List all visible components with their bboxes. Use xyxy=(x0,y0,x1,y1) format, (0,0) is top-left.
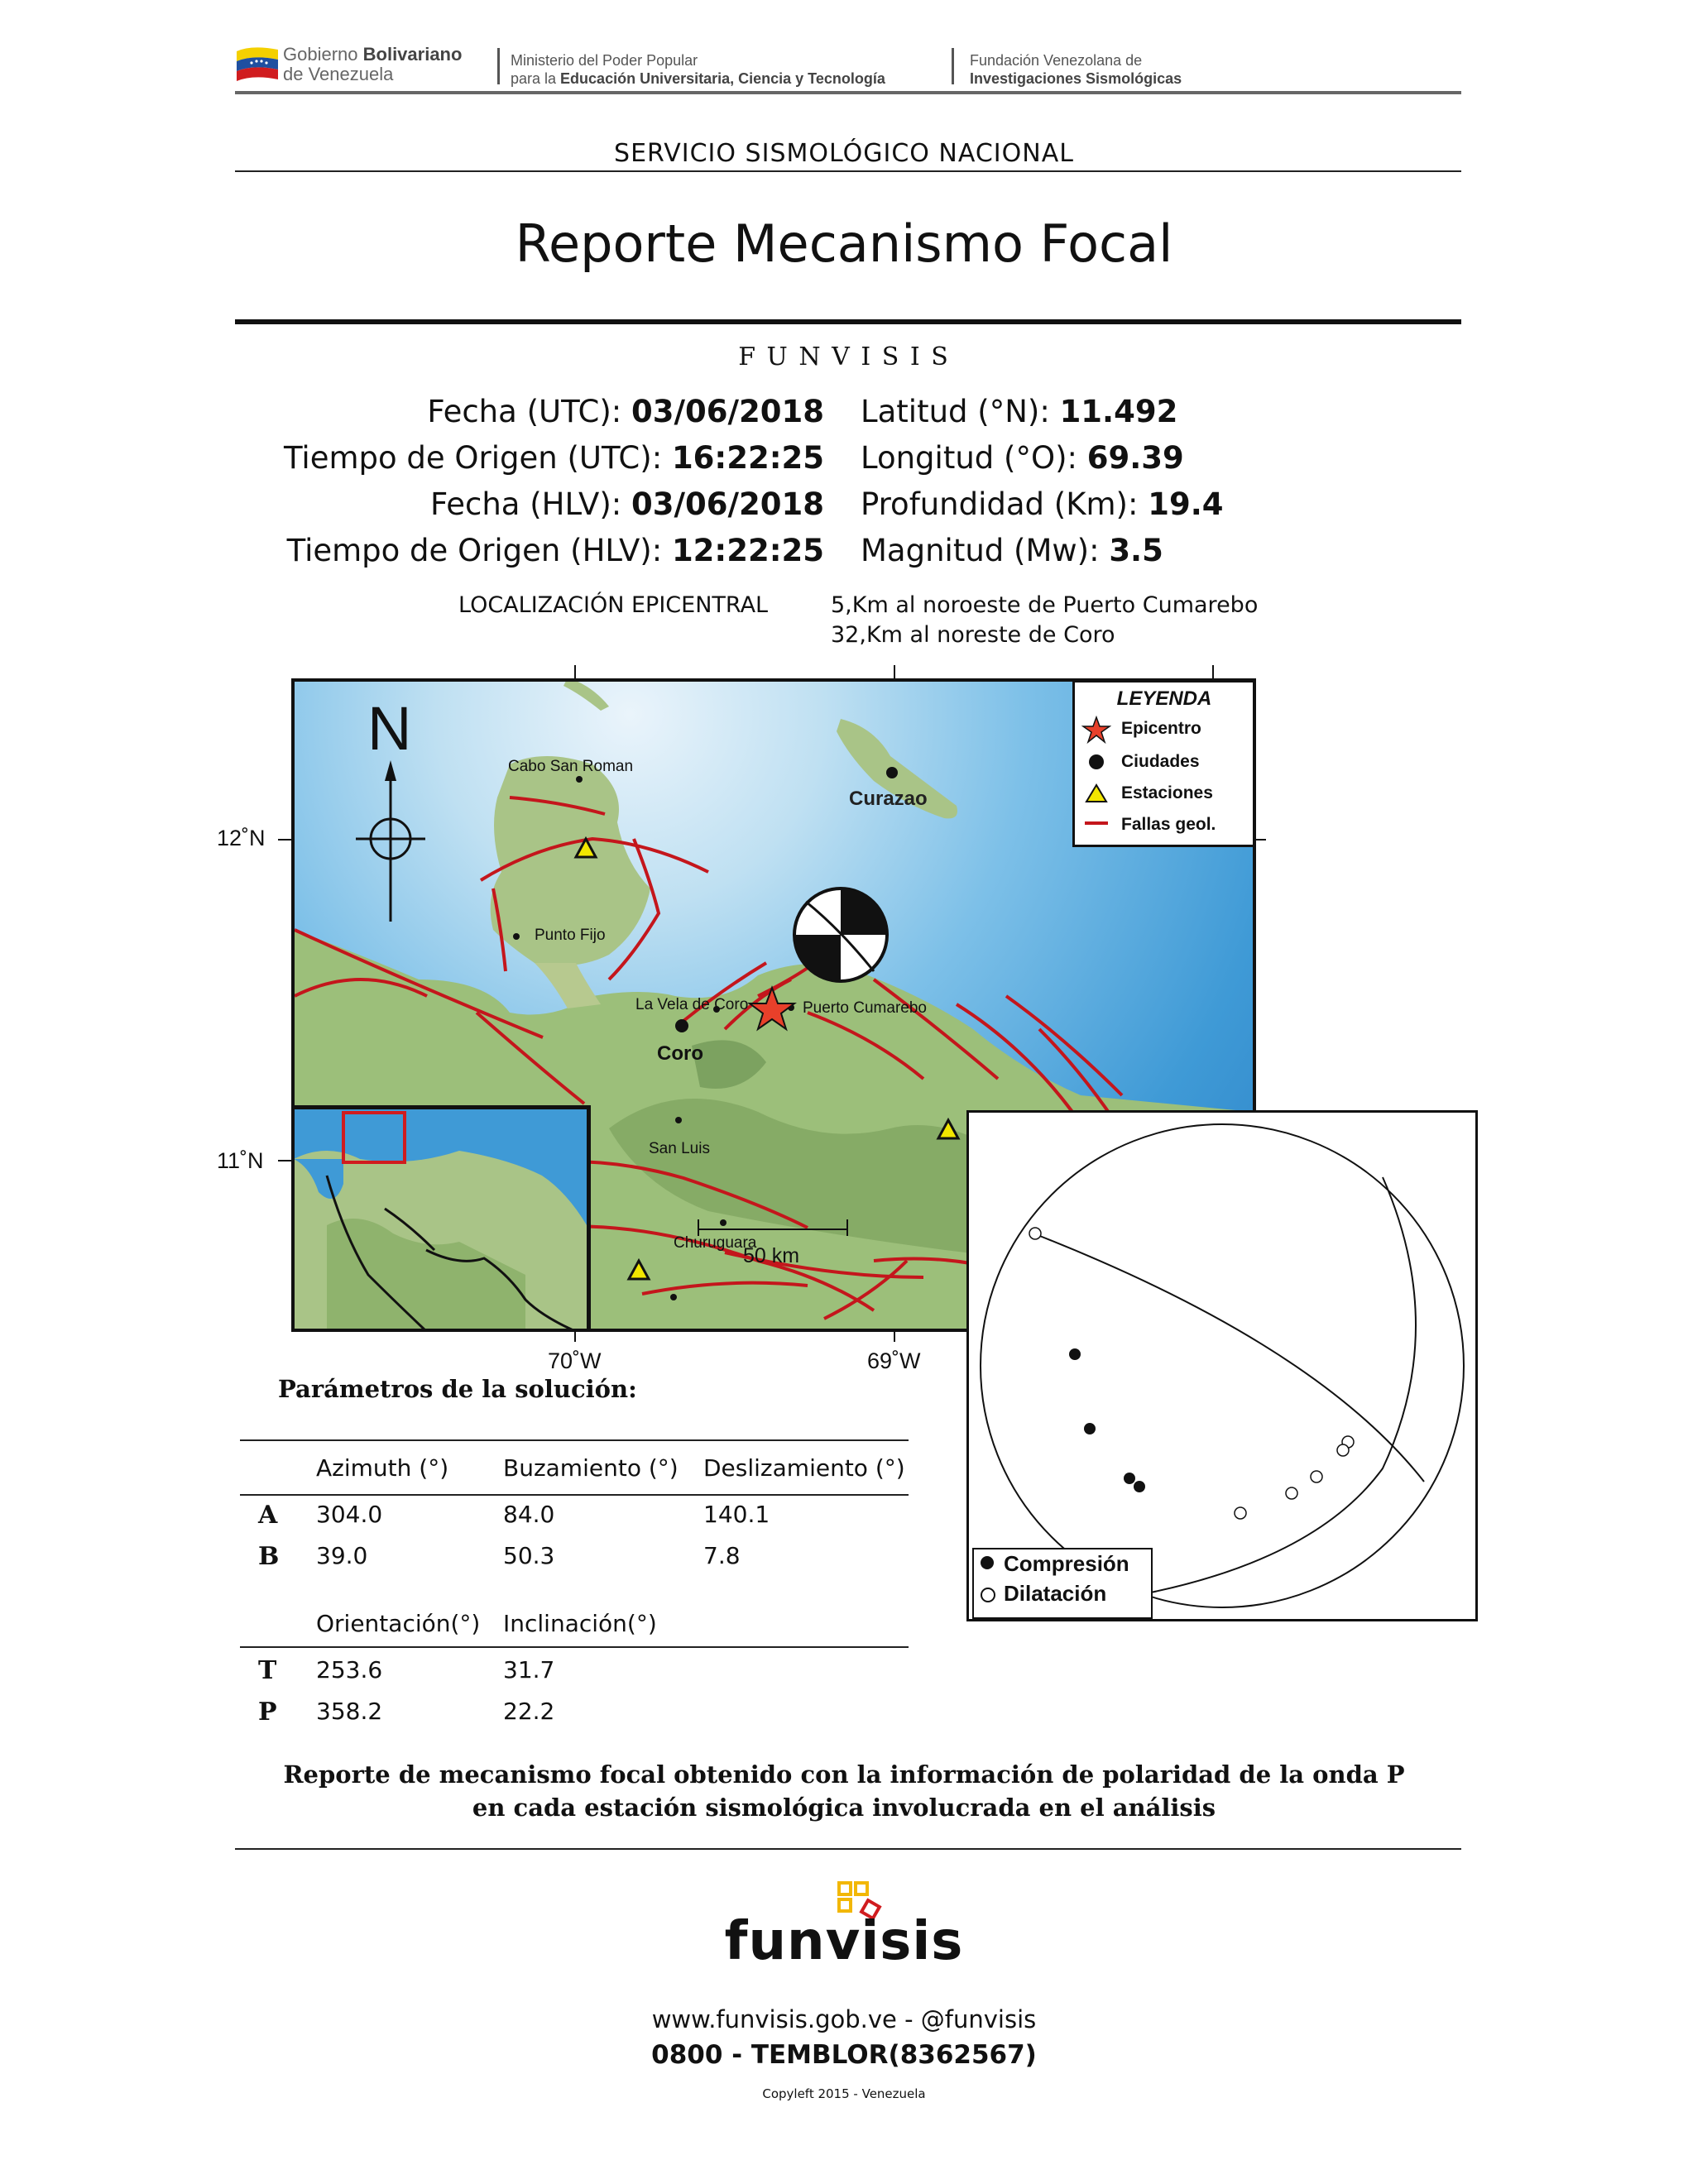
gov-line1a: Gobierno xyxy=(283,44,363,65)
axis-t-orientacion: 253.6 xyxy=(316,1656,383,1684)
foundation-line2: Investigaciones Sismológicas xyxy=(970,70,1182,87)
latitud-label: Latitud (°N): xyxy=(861,394,1050,429)
note-line2: en cada estación sismológica involucrada en el análisis xyxy=(472,1794,1216,1822)
compression-legend-icon xyxy=(981,1556,994,1569)
tiempo-utc-label: Tiempo de Origen (UTC): xyxy=(283,440,663,476)
legend-dilatacion: Dilatación xyxy=(1004,1581,1107,1606)
venezuela-flag-logo xyxy=(235,43,280,83)
plane-a-name: A xyxy=(258,1501,278,1530)
footer-rule xyxy=(235,1848,1461,1850)
land-isthmus xyxy=(535,963,601,1008)
params-rule-2 xyxy=(240,1494,909,1496)
profundidad-value: 19.4 xyxy=(1148,486,1224,522)
report-title: Reporte Mecanismo Focal xyxy=(515,213,1173,274)
map-legend xyxy=(1072,680,1256,847)
params-rule-1 xyxy=(240,1439,909,1441)
legend-epicentro: Epicentro xyxy=(1121,719,1201,738)
foundation-line1: Fundación Venezolana de xyxy=(970,52,1143,69)
magnitud-label: Magnitud (Mw): xyxy=(861,533,1100,568)
tiempo-utc-value: 16:22:25 xyxy=(671,440,824,476)
axis-header-inclinacion: Inclinación(°) xyxy=(503,1610,657,1637)
axis-t-inclinacion: 31.7 xyxy=(503,1656,555,1684)
place-punto-fijo: Punto Fijo xyxy=(535,927,606,944)
legend-ciudades: Ciudades xyxy=(1121,752,1200,771)
legend-title: LEYENDA xyxy=(1116,687,1212,710)
header-divider-1 xyxy=(497,48,500,84)
stereonet-panel xyxy=(966,1110,1478,1621)
latitud-value: 11.492 xyxy=(1059,394,1178,429)
profundidad-label: Profundidad (Km): xyxy=(861,486,1139,522)
lat-12-label: 12˚N xyxy=(217,826,266,850)
header-divider-2 xyxy=(952,48,954,84)
location-line1: 5,Km al noroeste de Puerto Cumarebo xyxy=(831,592,1259,618)
tiempo-hlv-label: Tiempo de Origen (HLV): xyxy=(286,533,663,568)
footer-copyleft: Copyleft 2015 - Venezuela xyxy=(762,2086,926,2101)
plane-b-deslizamiento: 7.8 xyxy=(703,1542,741,1569)
inset-area-box xyxy=(343,1113,405,1162)
foundation-text xyxy=(970,51,1182,88)
axis-header-orientacion: Orientación(°) xyxy=(316,1610,481,1637)
plane-b-name: B xyxy=(258,1542,280,1571)
fecha-hlv-value: 03/06/2018 xyxy=(631,486,824,522)
place-puerto-cumarebo: Puerto Cumarebo xyxy=(803,999,927,1017)
params-title: Parámetros de la solución: xyxy=(278,1375,637,1403)
compression-point xyxy=(1134,1481,1145,1492)
header-rule xyxy=(235,91,1461,94)
legend-fallas: Fallas geol. xyxy=(1121,815,1216,834)
dilatation-point xyxy=(1029,1228,1041,1239)
plane-b-azimuth: 39.0 xyxy=(316,1542,368,1569)
place-cabo-san-roman: Cabo San Roman xyxy=(508,758,634,775)
tiempo-hlv-value: 12:22:25 xyxy=(671,533,824,568)
axis-t-name: T xyxy=(258,1656,277,1685)
footer-web[interactable]: www.funvisis.gob.ve - @funvisis xyxy=(651,2005,1037,2033)
plane-a-deslizamiento: 140.1 xyxy=(703,1501,770,1528)
lon-69-label: 69˚W xyxy=(867,1348,921,1373)
gov-line2: de Venezuela xyxy=(283,64,394,84)
place-coro: Coro xyxy=(657,1042,703,1065)
nodal-plane-b xyxy=(1143,1177,1416,1594)
compression-point xyxy=(1124,1473,1135,1484)
plane-header-azimuth: Azimuth (°) xyxy=(316,1454,449,1482)
place-la-vela: La Vela de Coro xyxy=(635,996,749,1013)
place-san-luis: San Luis xyxy=(649,1140,710,1157)
footer-phone: 0800 - TEMBLOR(8362567) xyxy=(651,2040,1037,2070)
title-rule-bottom xyxy=(235,319,1461,324)
lon-70-label: 70˚W xyxy=(548,1348,602,1373)
beachball xyxy=(794,888,887,981)
axis-p-name: P xyxy=(258,1698,277,1727)
dilatation-point xyxy=(1311,1471,1322,1482)
location-label: LOCALIZACIÓN EPICENTRAL xyxy=(458,592,769,618)
place-curazao: Curazao xyxy=(849,788,928,810)
ministry-line2a: para la xyxy=(511,70,561,87)
compression-point xyxy=(1069,1348,1081,1360)
axis-p-inclinacion: 22.2 xyxy=(503,1698,555,1725)
stereonet-svg xyxy=(969,1113,1475,1619)
land-aruba xyxy=(563,682,609,711)
ministry-text xyxy=(511,51,885,88)
gov-logo-text xyxy=(283,45,462,84)
plane-a-buzamiento: 84.0 xyxy=(503,1501,555,1528)
fecha-hlv-label: Fecha (HLV): xyxy=(429,486,622,522)
location-line2: 32,Km al noreste de Coro xyxy=(831,622,1115,648)
legend-estaciones: Estaciones xyxy=(1121,783,1213,802)
polarity-legend xyxy=(972,1548,1153,1619)
compression-point xyxy=(1084,1423,1096,1434)
lat-11-label: 11˚N xyxy=(217,1148,264,1173)
ministry-line2b: Educación Universitaria, Ciencia y Tecnología xyxy=(560,70,885,87)
legend-station-icon xyxy=(1086,785,1106,802)
compression-points xyxy=(1069,1348,1145,1492)
nodal-plane-a xyxy=(1033,1233,1424,1482)
legend-city-icon xyxy=(1089,754,1104,769)
longitud-label: Longitud (°O): xyxy=(861,440,1077,476)
gov-line1b: Bolivariano xyxy=(362,44,463,65)
north-label: N xyxy=(367,694,412,763)
legend-compresion: Compresión xyxy=(1004,1551,1129,1576)
inset-map xyxy=(291,1105,591,1332)
place-churuguara: Churuguara xyxy=(674,1234,757,1252)
ministry-line1: Ministerio del Poder Popular xyxy=(511,52,698,69)
dilatation-legend-icon xyxy=(981,1588,995,1602)
org-name: F U N V I S I S xyxy=(738,342,950,371)
longitud-value: 69.39 xyxy=(1086,440,1184,476)
title-rule-top xyxy=(235,170,1461,172)
scale-label: 50 km xyxy=(743,1244,800,1267)
event-right-block xyxy=(861,389,1440,574)
params-rule-3 xyxy=(240,1646,909,1648)
fecha-utc-label: Fecha (UTC): xyxy=(427,394,622,429)
dilatation-point xyxy=(1286,1487,1297,1499)
plane-header-buzamiento: Buzamiento (°) xyxy=(503,1454,679,1482)
compass-rose xyxy=(356,764,425,922)
axis-p-orientacion: 358.2 xyxy=(316,1698,383,1725)
dilatation-point xyxy=(1235,1507,1246,1519)
plane-header-deslizamiento: Deslizamiento (°) xyxy=(703,1454,905,1482)
plane-a-azimuth: 304.0 xyxy=(316,1501,383,1528)
note-line1: Reporte de mecanismo focal obtenido con la información de polaridad de la onda P xyxy=(283,1760,1405,1789)
magnitud-value: 3.5 xyxy=(1109,533,1163,568)
service-title: SERVICIO SISMOLÓGICO NACIONAL xyxy=(614,139,1074,168)
legend-star-icon xyxy=(1083,717,1110,742)
plane-b-buzamiento: 50.3 xyxy=(503,1542,555,1569)
fecha-utc-value: 03/06/2018 xyxy=(631,394,824,429)
dilatation-point xyxy=(1337,1444,1349,1456)
funvisis-logo-text: funvisis xyxy=(724,1911,964,1972)
event-left-block xyxy=(248,389,824,574)
